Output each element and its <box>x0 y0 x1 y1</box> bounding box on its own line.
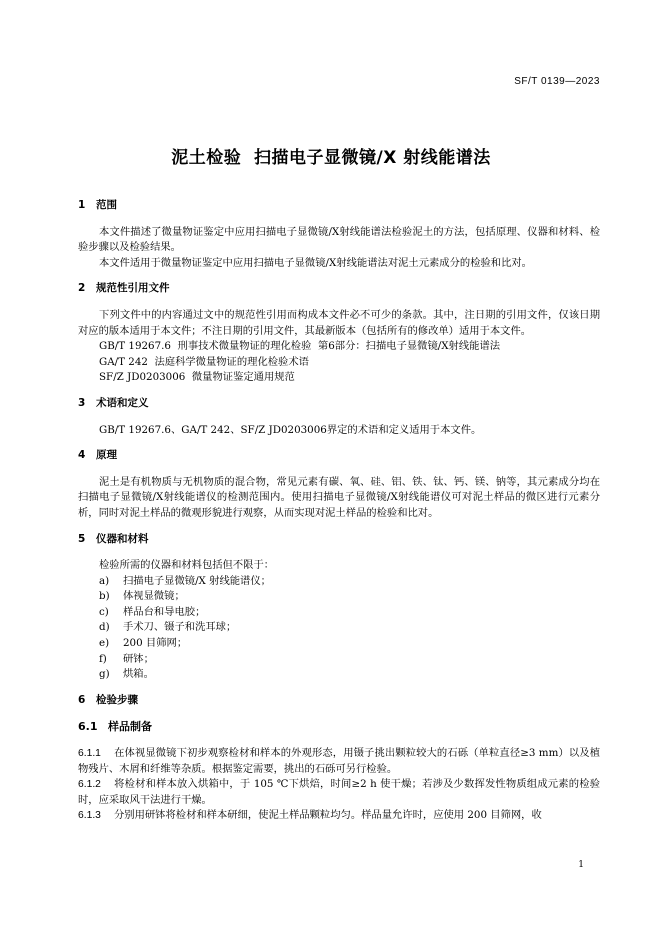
document-body <box>78 198 600 824</box>
clause: 6.1.3 分别用研钵将检材和样本研细，使泥土样品颗粒均匀。样品量允许时，应使用 200 目筛网，收 <box>78 809 542 822</box>
list-item: c) 样品台和导电胶； <box>99 605 206 618</box>
section-heading-5: 5 仪器和材料 <box>78 532 149 545</box>
subsection-heading-6-1: 6.1 样品制备 <box>78 720 152 734</box>
paragraph: 下列文件中的内容通过文中的规范性引用而构成本文件必不可少的条款。其中，注日期的引用文件，仅该日期对应的版本适用于本文件；不注日期的引用文件，其最新版本（包括所有的修改单）适用于本文件。 <box>78 308 600 337</box>
standard-code: SF/T 0139—2023 <box>514 76 600 87</box>
list-item: a) 扫描电子显微镜/X 射线能谱仪； <box>99 574 271 587</box>
list-item: f) 研钵； <box>99 652 154 665</box>
page-number: 1 <box>578 860 584 870</box>
paragraph: 泥土是有机物质与无机物质的混合物，常见元素有碳、氧、硅、铝、铁、钛、钙、镁、钠等，其元素成分均在扫描电子显微镜/X射线能谱仪的检测范围内。使用扫描电子显微镜/X射线能谱仪可对泥土样品的微区进行元素分析，同时对泥土样品的微观形貌进行观察，从而实现对泥土样品的检验和比对。 <box>78 475 600 519</box>
reference-item: GB/T 19267.6 刑事技术微量物证的理化检验 第6部分：扫描电子显微镜/X射线能谱法 <box>99 340 501 353</box>
paragraph: 本文件描述了微量物证鉴定中应用扫描电子显微镜/X射线能谱法检验泥土的方法，包括原理、仪器和材料、检验步骤以及检验结果。 <box>78 225 600 254</box>
list-item: e) 200 目筛网； <box>99 637 188 650</box>
paragraph: 本文件适用于微量物证鉴定中应用扫描电子显微镜/X射线能谱法对泥土元素成分的检验和比对。 <box>99 256 532 269</box>
section-heading-3: 3 术语和定义 <box>78 396 149 409</box>
list-item: d) 手术刀、镊子和洗耳球； <box>99 621 237 634</box>
paragraph: 检验所需的仪器和材料包括但不限于： <box>99 559 275 572</box>
clause: 6.1.2 将检材和样本放入烘箱中，于 105 ℃下烘焙，时间≥2 h 使干燥；若涉及少数挥发性物质组成元素的检验时，应采取风干法进行干燥。 <box>78 778 600 806</box>
reference-item: GA/T 242 法庭科学微量物证的理化检验术语 <box>99 355 309 368</box>
paragraph: GB/T 19267.6、GA/T 242、SF/Z JD0203006界定的术语和定义适用于本文件。 <box>99 423 482 436</box>
section-heading-6: 6 检验步骤 <box>78 693 138 706</box>
list-item: g) 烘箱。 <box>99 668 154 681</box>
section-heading-4: 4 原理 <box>78 449 117 462</box>
document-title: 泥土检验 扫描电子显微镜/X 射线能谱法 <box>171 148 491 168</box>
section-heading-1: 1 范围 <box>78 199 117 211</box>
section-heading-2: 2 规范性引用文件 <box>78 282 170 295</box>
clause: 6.1.1 在体视显微镜下初步观察检材和样本的外观形态，用镊子挑出颗粒较大的石砾（单粒直径≥3 mm）以及植物残片、木屑和纤维等杂质。根据鉴定需要，挑出的石砾可另行检验。 <box>78 747 600 775</box>
reference-item: SF/Z JD0203006 微量物证鉴定通用规范 <box>99 371 295 384</box>
list-item: b) 体视显微镜； <box>99 590 185 603</box>
